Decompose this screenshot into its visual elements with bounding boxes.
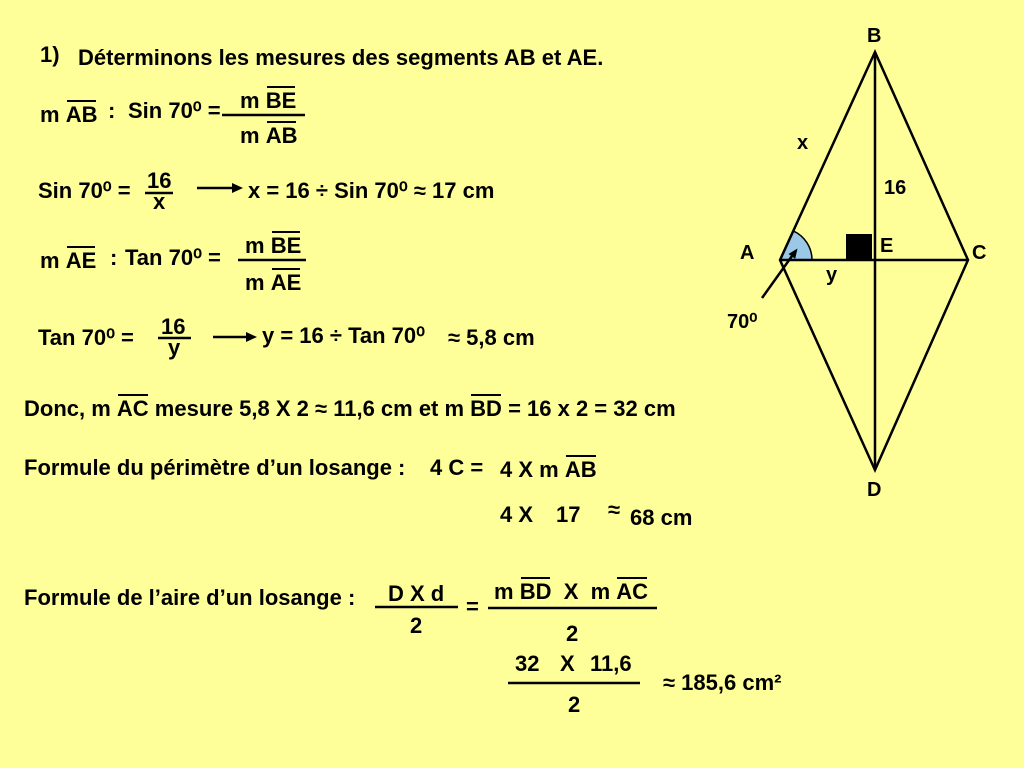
tan-fraction-denominator: y bbox=[168, 335, 181, 360]
segment-ab: AB bbox=[265, 123, 298, 148]
conclusion-text: Donc, m bbox=[24, 396, 117, 421]
formula-text: 4 X m bbox=[500, 457, 565, 482]
segment-bd: BD bbox=[519, 579, 552, 604]
segment-ab: AB bbox=[564, 457, 597, 482]
perimeter-side-value: 17 bbox=[556, 502, 581, 527]
angle-wedge bbox=[780, 231, 812, 260]
side-label-x: x bbox=[797, 132, 809, 154]
tan-solution: y = 16 ÷ Tan 70⁰ bbox=[262, 323, 425, 348]
ab-ratio-numerator bbox=[240, 90, 296, 112]
segment-ac: AC bbox=[616, 579, 649, 604]
segment-ac: AC bbox=[116, 396, 149, 421]
angle-pointer-arrow-icon bbox=[762, 249, 798, 299]
area-times-sign: X bbox=[560, 651, 575, 676]
area-substitution-denominator: 2 bbox=[566, 621, 579, 646]
step-number: 1) bbox=[40, 42, 60, 67]
measure-prefix: m bbox=[240, 123, 260, 148]
segment-ae: AE bbox=[270, 270, 302, 295]
segment-ae: AE bbox=[65, 248, 97, 273]
conclusion-text: mesure 5,8 X 2 ≈ 11,6 cm et m bbox=[148, 396, 471, 421]
formula-text: m bbox=[494, 579, 520, 604]
ae-colon: : bbox=[110, 245, 118, 270]
conclusion-text: = 16 x 2 = 32 cm bbox=[501, 396, 676, 421]
segment-bd: BD bbox=[470, 396, 502, 421]
area-formula-numerator: D X d bbox=[388, 581, 445, 606]
area-equals-sign: = bbox=[466, 594, 479, 619]
vertex-label-d: D bbox=[867, 479, 882, 501]
arrow-right-icon bbox=[197, 183, 243, 193]
ae-trig-expression: Tan 70⁰ = bbox=[125, 245, 221, 270]
measure-prefix: m bbox=[240, 88, 260, 113]
measure-prefix: m bbox=[40, 102, 60, 127]
diagonals-conclusion bbox=[24, 398, 676, 420]
measure-prefix: m bbox=[245, 233, 265, 258]
area-values-denominator: 2 bbox=[568, 692, 581, 717]
ae-ratio-numerator bbox=[245, 235, 301, 257]
right-angle-marker bbox=[846, 234, 872, 259]
sin-equation-lhs: Sin 70⁰ = bbox=[38, 178, 131, 203]
ab-colon: : bbox=[108, 98, 116, 123]
step-title: Déterminons les mesures des segments AB et AE. bbox=[78, 45, 604, 70]
ab-ratio-denominator bbox=[240, 125, 297, 147]
area-formula-denominator: 2 bbox=[410, 613, 423, 638]
tan-fraction-numerator: 16 bbox=[161, 314, 186, 339]
area-value-ac: 11,6 bbox=[590, 651, 632, 676]
vertex-label-b: B bbox=[867, 25, 882, 47]
arrow-right-icon bbox=[213, 332, 257, 342]
perimeter-approx-sign: ≈ bbox=[608, 497, 621, 522]
ab-measure bbox=[40, 104, 97, 126]
perimeter-factor: 4 X bbox=[500, 502, 534, 527]
angle-label: 70⁰ bbox=[727, 311, 758, 333]
ae-measure bbox=[40, 250, 96, 272]
area-label: Formule de l’aire d’un losange : bbox=[24, 585, 356, 610]
perimeter-lhs: 4 C = bbox=[430, 455, 484, 480]
sin-fraction-numerator: 16 bbox=[147, 168, 172, 193]
segment-be: BE bbox=[265, 88, 297, 113]
segment-label-be: 16 bbox=[884, 177, 907, 199]
vertex-label-a: A bbox=[740, 242, 755, 264]
segment-ab: AB bbox=[65, 102, 98, 127]
area-substitution-numerator bbox=[494, 581, 648, 603]
measure-prefix: m bbox=[40, 248, 60, 273]
ab-trig-expression: Sin 70⁰ = bbox=[128, 98, 221, 123]
ae-ratio-denominator bbox=[245, 272, 301, 294]
measure-prefix: m bbox=[245, 270, 265, 295]
segment-label-ae: y bbox=[826, 264, 838, 286]
vertex-label-c: C bbox=[972, 242, 987, 264]
perimeter-formula bbox=[500, 459, 597, 481]
sin-solution: x = 16 ÷ Sin 70⁰ ≈ 17 cm bbox=[248, 178, 495, 203]
sin-fraction-denominator: x bbox=[153, 189, 166, 214]
formula-text: X m bbox=[551, 579, 617, 604]
tan-equation-lhs: Tan 70⁰ = bbox=[38, 325, 134, 350]
perimeter-result: 68 cm bbox=[630, 505, 693, 530]
vertex-label-e: E bbox=[880, 235, 894, 257]
perimeter-label: Formule du périmètre d’un losange : bbox=[24, 455, 406, 480]
segment-be: BE bbox=[270, 233, 302, 258]
tan-approximation: ≈ 5,8 cm bbox=[448, 325, 535, 350]
area-result: ≈ 185,6 cm² bbox=[663, 670, 782, 695]
area-value-bd: 32 bbox=[515, 651, 540, 676]
